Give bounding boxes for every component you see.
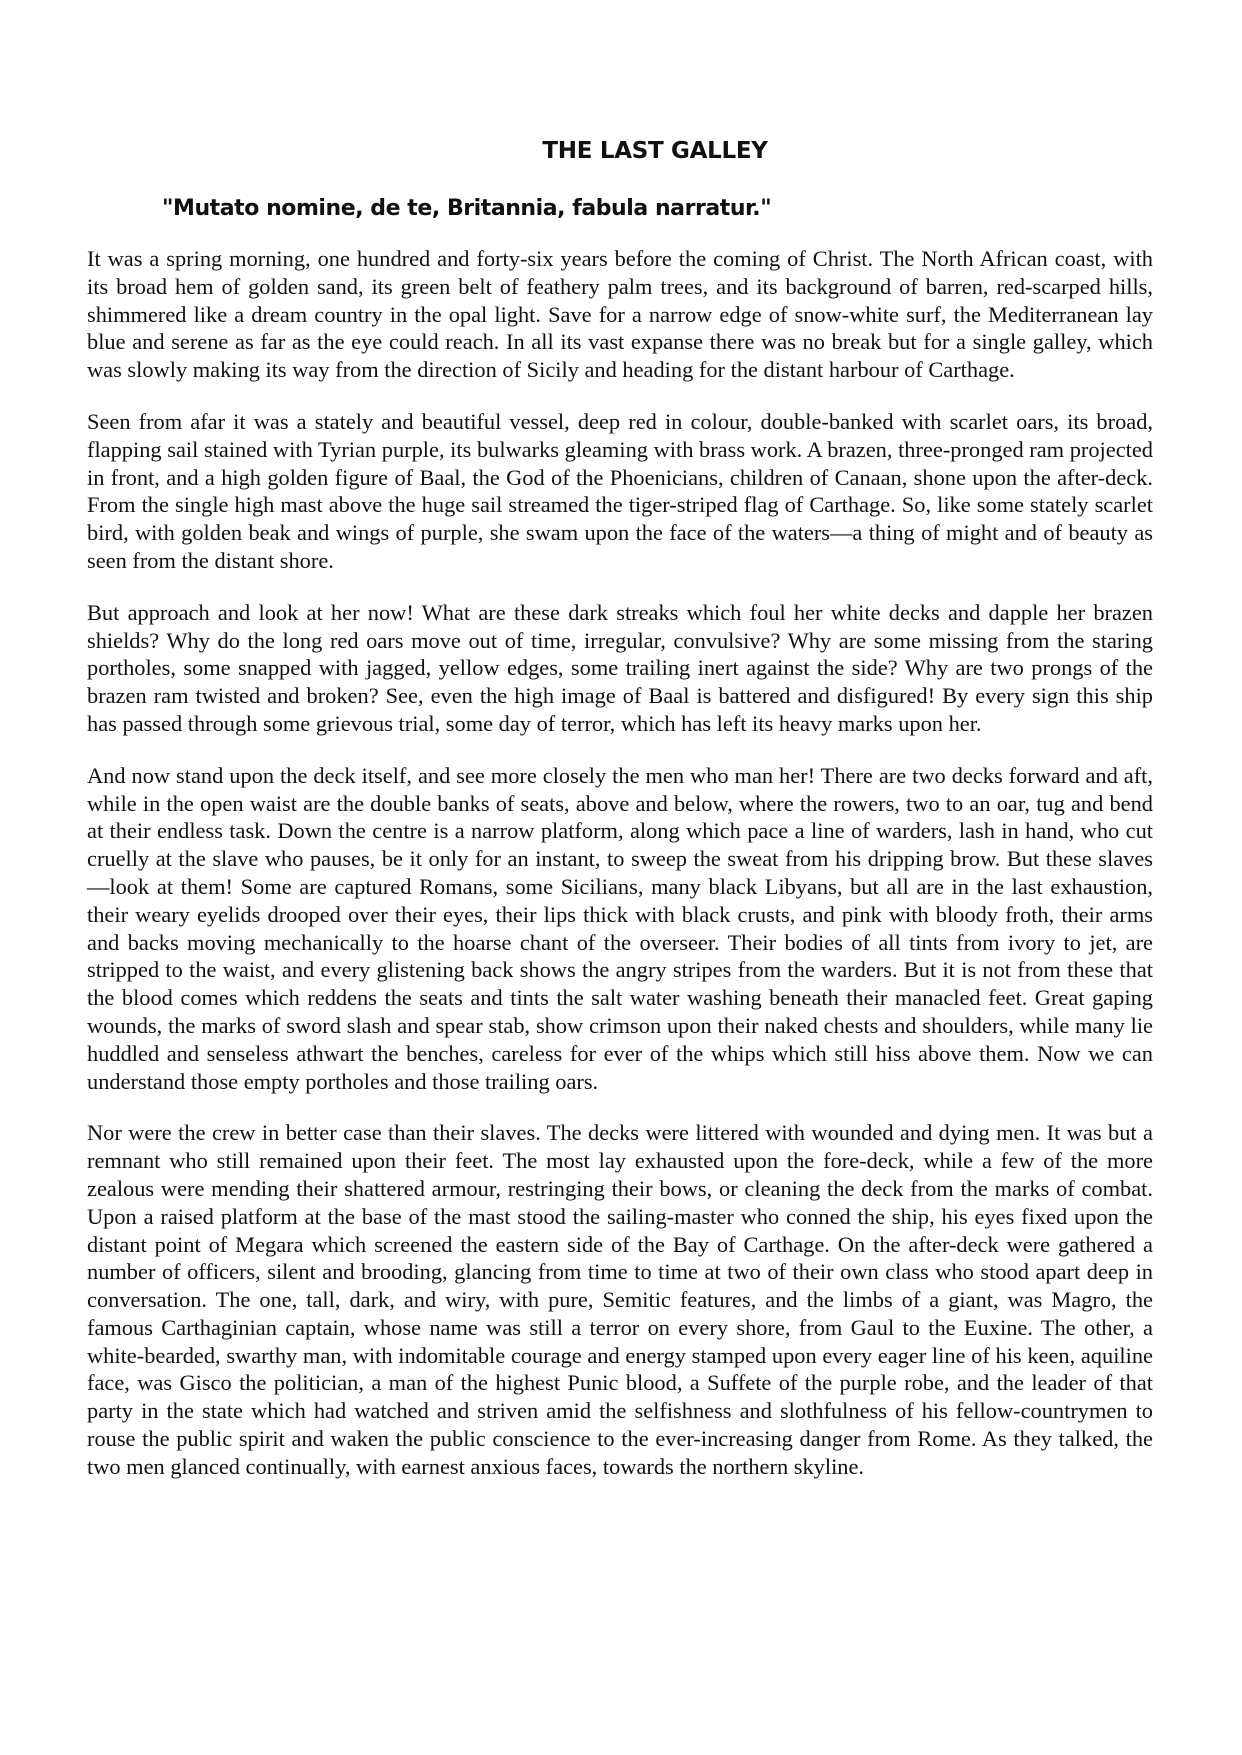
paragraph-1: It was a spring morning, one hundred and forty-six years before the coming of Christ. The North African coast, with its broad hem of golden sand, its green belt of feathery palm trees, and its background of barren, red-scarped hills, shimmered like a dream country in the opal light. Save for a narrow edge of snow-white surf, the Mediterranean lay blue and serene as far as the eye could reach. In all its vast expanse there was no break but for a single galley, which was slowly making its way from the direction of Sicily and heading for the distant harbour of Carthage.	[87, 246, 1153, 383]
paragraph-2: Seen from afar it was a stately and beautiful vessel, deep red in colour, double-banked with scarlet oars, its broad, flapping sail stained with Tyrian purple, its bulwarks gleaming with brass work. A brazen, three-pronged ram projected in front, and a high golden figure of Baal, the God of the Phoenicians, children of Canaan, shone upon the after-deck. From the single high mast above the huge sail streamed the tiger-striped flag of Carthage. So, like some stately scarlet bird, with golden beak and wings of purple, she swam upon the face of the waters—a thing of might and of beauty as seen from the distant shore.	[87, 408, 1153, 573]
epigraph: "Mutato nomine, de te, Britannia, fabula narratur."	[162, 196, 772, 221]
body-text	[87, 245, 1153, 1505]
paragraph-3: But approach and look at her now! What are these dark streaks which foul her white decks and dapple her brazen shields? Why do the long red oars move out of time, irregular, convulsive? Why are some missing from the staring portholes, some snapped with jagged, yellow edges, some trailing inert against the side? Why are two prongs of the brazen ram twisted and broken? See, even the high image of Baal is battered and disfigured! By every sign this ship has passed through some grievous trial, some day of terror, which has left its heavy marks upon her.	[87, 599, 1153, 736]
paragraph-4: And now stand upon the deck itself, and see more closely the men who man her! There are two decks forward and aft, while in the open waist are the double banks of seats, above and below, where the rowers, two to an oar, tug and bend at their endless task. Down the centre is a narrow platform, along which pace a line of warders, lash in hand, who cut cruelly at the slave who pauses, be it only for an instant, to sweep the sweat from his dripping brow. But these slaves—look at them! Some are captured Romans, some Sicilians, many black Libyans, but all are in the last exhaustion, their weary eyelids drooped over their eyes, their lips thick with black crusts, and pink with bloody froth, their arms and backs moving mechanically to the hoarse chant of the overseer. Their bodies of all tints from ivory to jet, are stripped to the waist, and every glistening back shows the angry stripes from the warders. But it is not from these that the blood comes which reddens the seats and tints the salt water washing beneath their manacled feet. Great gaping wounds, the marks of sword slash and spear stab, show crimson upon their naked chests and shoulders, while many lie huddled and senseless athwart the benches, careless for ever of the whips which still hiss above them. Now we can understand those empty portholes and those trailing oars.	[87, 762, 1153, 1094]
paragraph-5: Nor were the crew in better case than their slaves. The decks were littered with wounded and dying men. It was but a remnant who still remained upon their feet. The most lay exhausted upon the fore-deck, while a few of the more zealous were mending their shattered armour, restringing their bows, or cleaning the deck from the marks of combat. Upon a raised platform at the base of the mast stood the sailing-master who conned the ship, his eyes fixed upon the distant point of Megara which screened the eastern side of the Bay of Carthage. On the after-deck were gathered a number of officers, silent and brooding, glancing from time to time at two of their own class who stood apart deep in conversation. The one, tall, dark, and wiry, with pure, Semitic features, and the limbs of a giant, was Magro, the famous Carthaginian captain, whose name was still a terror on every shore, from Gaul to the Euxine. The other, a white-bearded, swarthy man, with indomitable courage and energy stamped upon every eager line of his keen, aquiline face, was Gisco the politician, a man of the highest Punic blood, a Suffete of the purple robe, and the leader of that party in the state which had watched and striven amid the selfishness and slothfulness of his fellow-countrymen to rouse the public spirit and waken the public conscience to the ever-increasing danger from Rome. As they talked, the two men glanced continually, with earnest anxious faces, towards the northern skyline.	[87, 1120, 1153, 1479]
chapter-title: THE LAST GALLEY	[542, 138, 768, 164]
